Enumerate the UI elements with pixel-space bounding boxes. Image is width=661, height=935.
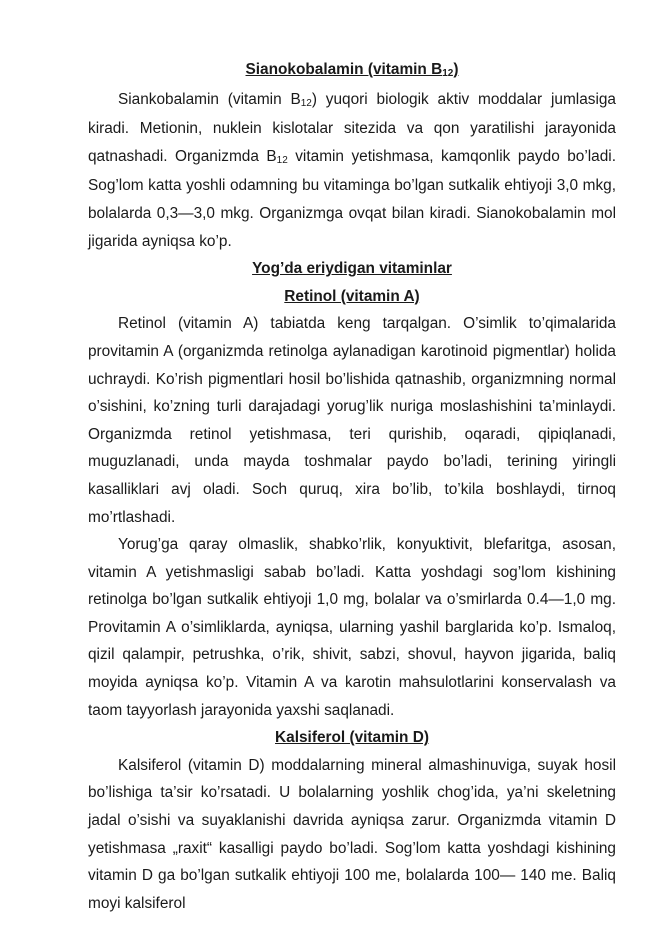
paragraph-text: Yorug’ga qaray olmaslik, shabko’rlik, konyuktivit, blefaritga, asosan, vitamin A yetishmasligi sabab bo’ladi. Katta yoshdagi sog’lom kishining retinolga bo’lgan sutkalik ehtiyoji 1,0 mg, bolalar va o’smirlarda 0.4—1,0 mg. Provitamin A o’simliklarda, ayniqsa, ularning yashil barglarida ko’p. Ismaloq, qizil qalampir, petrushka, o’rik, shivit, sabzi, shovul, hayvon jigarida, baliq moyida ayniqsa ko’p. Vitamin A va karotin mahsulotlarini konservalash va taom tayyorlash jarayonida yaxshi saqlanadi.: [88, 536, 616, 719]
paragraph-text: Kalsiferol (vitamin D) moddalarning mineral almashinuviga, suyak hosil bo’lishiga ta’sir ko’rsatadi. U bolalarning yoshlik chog’ida, ya’ni skeletning jadal o’sishi va suyaklanishi davrida ayniqsa zarur. Organizmda vitamin D yetishmasa „raxit“ kasalligi paydo bo’ladi. Sog’lom katta yoshdagi kishining vitamin D ga bo’lgan sutkalik ehtiyoji 100 me, bolalarda 100— 140 me. Baliq moyi kalsiferol: [88, 756, 616, 912]
paragraph-retinol-1: [88, 310, 616, 531]
document-page: [88, 56, 616, 917]
heading-subscript: 12: [442, 68, 454, 79]
heading-text: Sianokobalamin (vitamin B: [245, 61, 443, 78]
paragraph-text: vitamin yetishmasa, kamqonlik paydo bo’ladi. Sog’lom katta yoshli odamning bu vitaminga bo’lgan sutkalik ehtiyoji 3,0 mkg, bolalarda 0,3—3,0 mkg. Organizmga ovqat bilan kiradi. Sianokobalamin mol jigarida ayniqsa ko’p.: [88, 147, 616, 250]
paragraph-text: Siankobalamin (vitamin B: [118, 90, 301, 108]
paragraph-retinol-2: [88, 531, 616, 724]
subscript: 12: [276, 154, 288, 166]
section-heading-fat-soluble: Yog’da eriydigan vitaminlar: [252, 260, 452, 278]
paragraph-cyanocobalamin: [88, 86, 616, 256]
paragraph-calciferol: [88, 752, 616, 918]
section-heading-retinol: Retinol (vitamin A): [284, 287, 420, 305]
section-heading-cyanocobalamin: [88, 56, 616, 86]
paragraph-text: ) yuqori biologik aktiv moddalar jumlasiga kiradi. Metionin, nuklein kislotalar sitezida va qon yaratilishi jarayonida qatnashadi. Organizmda B: [88, 90, 616, 165]
heading-text-end: ): [453, 61, 459, 78]
paragraph-text: Retinol (vitamin A) tabiatda keng tarqalgan. O’simlik to’qimalarida provitamin A (organizmda retinolga aylanadigan karotinoid pigmentlar) holida uchraydi. Ko’rish pigmentlari hosil bo’lishida qatnashib, organizmning normal o’sishini, ko’zning turli darajadagi yorug’lik nuriga moslashishini ta’minlaydi. Organizmda retinol yetishmasa, teri qurishib, oqaradi, qipiqlanadi, muguzlanadi, unda mayda toshmalar paydo bo’ladi, terining yiringli kasalliklari avj oladi. Soch quruq, xira bo’lib, to’kila boshlaydi, tirnoq mo’rtlashadi.: [88, 315, 616, 526]
subscript: 12: [300, 97, 312, 109]
section-heading-calciferol: Kalsiferol (vitamin D): [275, 729, 429, 747]
